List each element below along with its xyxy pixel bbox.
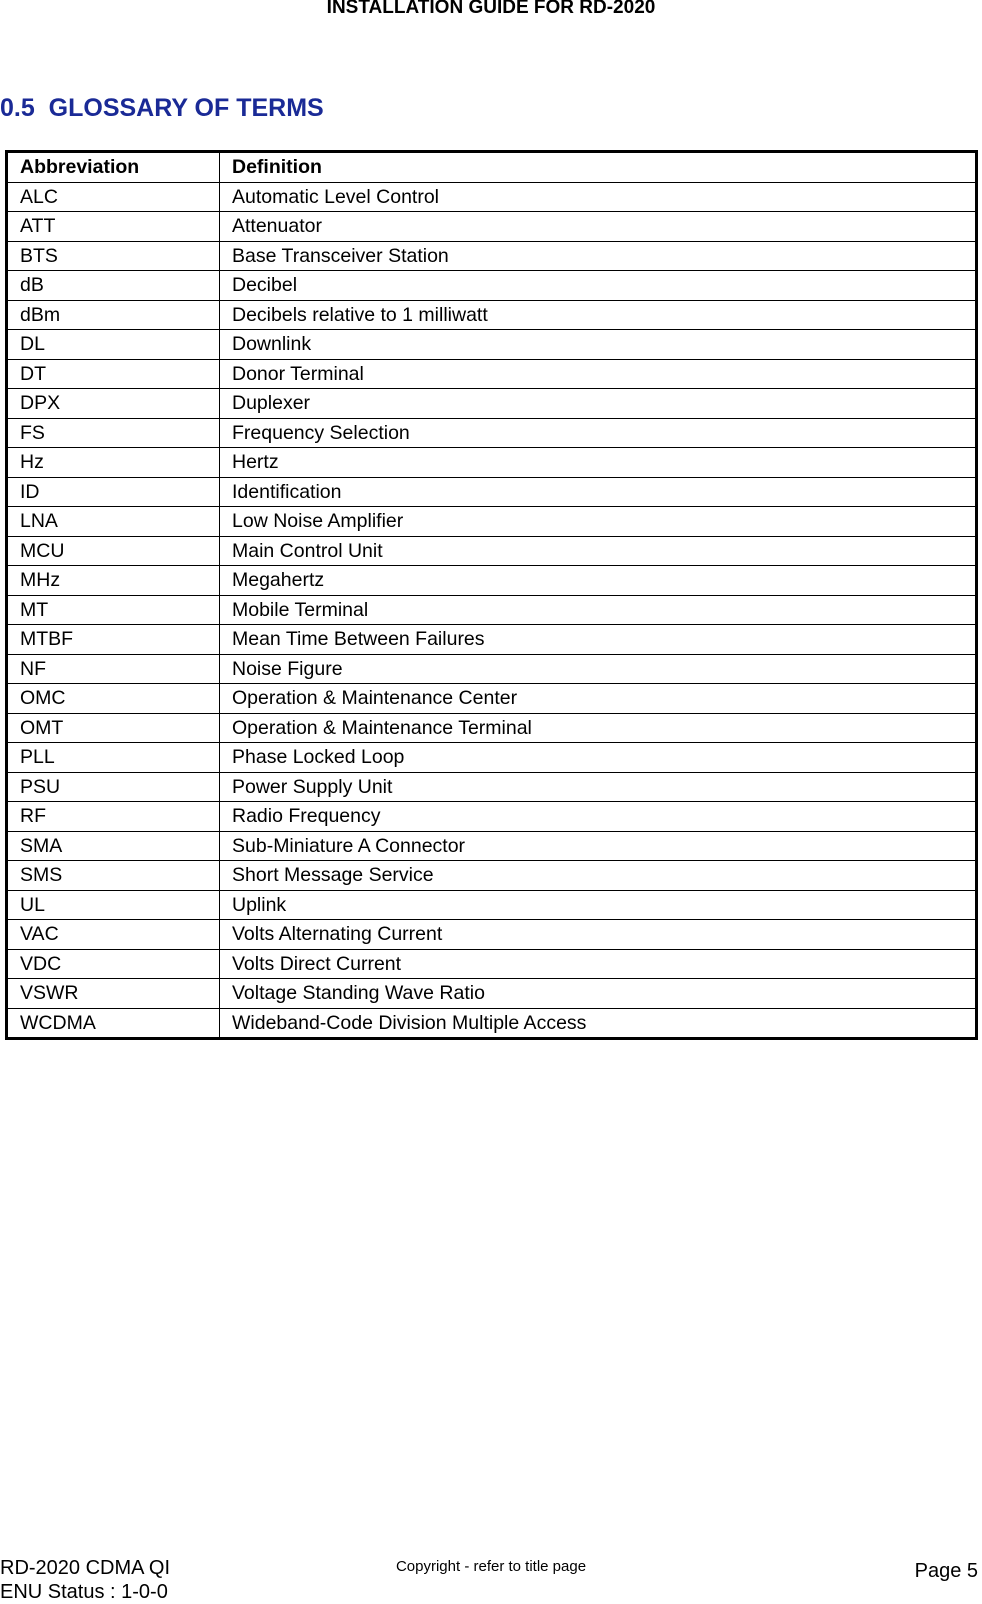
definition-cell: Volts Alternating Current [220,920,977,950]
definition-cell: Volts Direct Current [220,949,977,979]
table-row [7,890,977,920]
abbreviation-cell: PLL [7,743,220,773]
footer-copyright: Copyright - refer to title page [395,1558,587,1575]
definition-cell: Sub-Miniature A Connector [220,831,977,861]
abbreviation-cell: MTBF [7,625,220,655]
definition-cell: Phase Locked Loop [220,743,977,773]
definition-cell: Duplexer [220,389,977,419]
column-header-definition: Definition [220,152,977,183]
abbreviation-cell: ALC [7,182,220,212]
abbreviation-cell: NF [7,654,220,684]
abbreviation-cell: PSU [7,772,220,802]
glossary-table [5,150,978,1040]
definition-cell: Mean Time Between Failures [220,625,977,655]
abbreviation-cell: SMA [7,831,220,861]
table-row [7,507,977,537]
definition-cell: Low Noise Amplifier [220,507,977,537]
definition-cell: Base Transceiver Station [220,241,977,271]
definition-cell: Power Supply Unit [220,772,977,802]
definition-cell: Short Message Service [220,861,977,891]
table-header-row [7,152,977,183]
table-row [7,389,977,419]
abbreviation-cell: ID [7,477,220,507]
abbreviation-cell: MCU [7,536,220,566]
table-row [7,625,977,655]
table-row [7,979,977,1009]
definition-cell: Frequency Selection [220,418,977,448]
definition-cell: Voltage Standing Wave Ratio [220,979,977,1009]
abbreviation-cell: RF [7,802,220,832]
definition-cell: Wideband-Code Division Multiple Access [220,1008,977,1039]
definition-cell: Hertz [220,448,977,478]
abbreviation-cell: VSWR [7,979,220,1009]
abbreviation-cell: BTS [7,241,220,271]
table-row [7,271,977,301]
table-row [7,182,977,212]
glossary-body [7,182,977,1039]
definition-cell: Decibel [220,271,977,301]
table-row [7,418,977,448]
abbreviation-cell: VDC [7,949,220,979]
table-row [7,684,977,714]
footer-page-number: Page 5 [914,1560,978,1582]
column-header-abbreviation: Abbreviation [7,152,220,183]
definition-cell: Main Control Unit [220,536,977,566]
abbreviation-cell: LNA [7,507,220,537]
abbreviation-cell: ATT [7,212,220,242]
abbreviation-cell: FS [7,418,220,448]
table-row [7,330,977,360]
abbreviation-cell: MT [7,595,220,625]
definition-cell: Uplink [220,890,977,920]
table-row [7,949,977,979]
table-row [7,359,977,389]
table-row [7,713,977,743]
table-row [7,448,977,478]
abbreviation-cell: OMT [7,713,220,743]
definition-cell: Noise Figure [220,654,977,684]
definition-cell: Operation & Maintenance Terminal [220,713,977,743]
definition-cell: Operation & Maintenance Center [220,684,977,714]
definition-cell: Donor Terminal [220,359,977,389]
table-row [7,831,977,861]
abbreviation-cell: OMC [7,684,220,714]
abbreviation-cell: WCDMA [7,1008,220,1039]
table-row [7,300,977,330]
abbreviation-cell: MHz [7,566,220,596]
abbreviation-cell: SMS [7,861,220,891]
table-row [7,477,977,507]
section-title [0,93,324,123]
abbreviation-cell: DL [7,330,220,360]
abbreviation-cell: dB [7,271,220,301]
abbreviation-cell: VAC [7,920,220,950]
running-header: INSTALLATION GUIDE FOR RD-2020 [326,0,656,18]
abbreviation-cell: UL [7,890,220,920]
abbreviation-cell: Hz [7,448,220,478]
definition-cell: Radio Frequency [220,802,977,832]
table-row [7,743,977,773]
table-row [7,241,977,271]
definition-cell: Mobile Terminal [220,595,977,625]
table-row [7,536,977,566]
definition-cell: Decibels relative to 1 milliwatt [220,300,977,330]
footer-status: ENU Status : 1-0-0 [0,1581,168,1603]
table-row [7,595,977,625]
table-row [7,654,977,684]
abbreviation-cell: dBm [7,300,220,330]
table-row [7,861,977,891]
abbreviation-cell: DT [7,359,220,389]
section-title-text: GLOSSARY OF TERMS [48,94,324,122]
table-row [7,772,977,802]
definition-cell: Automatic Level Control [220,182,977,212]
footer-doc-id: RD-2020 CDMA QI [0,1557,171,1579]
table-row [7,212,977,242]
table-row [7,1008,977,1039]
definition-cell: Downlink [220,330,977,360]
abbreviation-cell: DPX [7,389,220,419]
definition-cell: Megahertz [220,566,977,596]
table-row [7,802,977,832]
definition-cell: Attenuator [220,212,977,242]
section-number: 0.5 [0,94,35,122]
definition-cell: Identification [220,477,977,507]
table-row [7,566,977,596]
table-row [7,920,977,950]
